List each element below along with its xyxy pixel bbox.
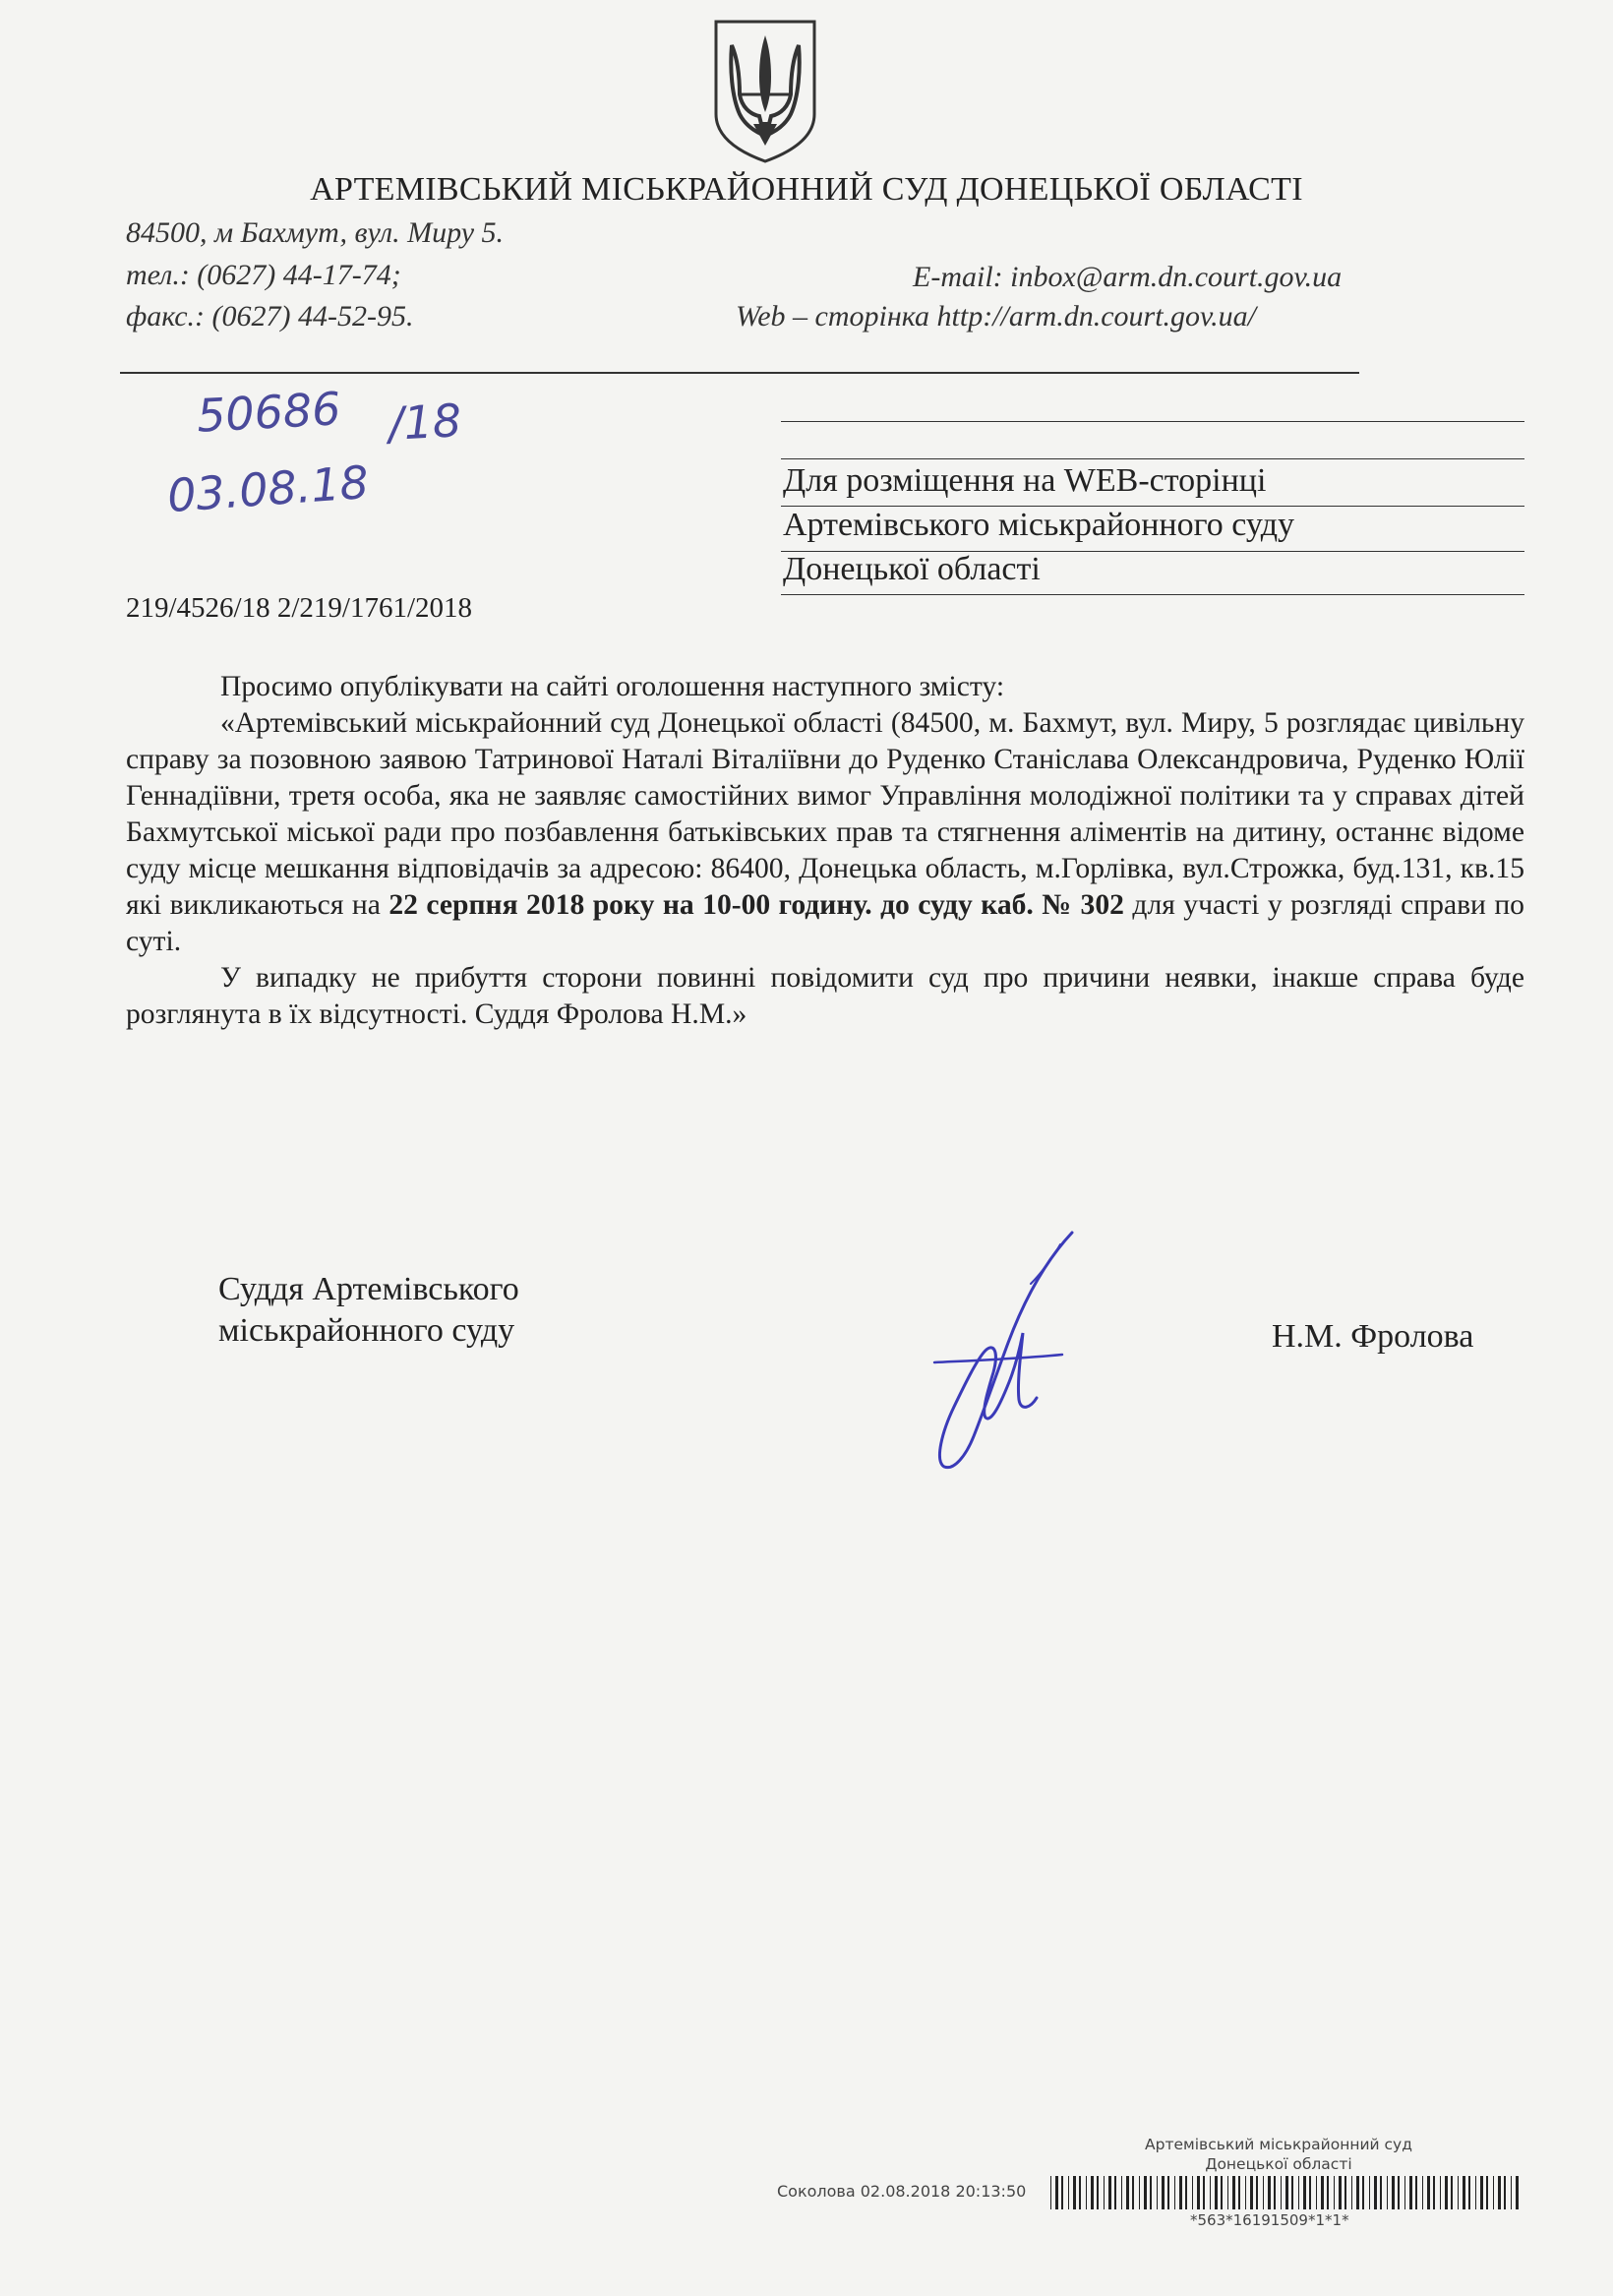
- handwritten-signature-icon: [915, 1225, 1082, 1480]
- coat-of-arms-icon: [710, 18, 820, 165]
- court-name-heading: АРТЕМІВСЬКИЙ МІСЬКРАЙОННИЙ СУД ДОНЕЦЬКОЇ ОБЛАСТІ: [310, 171, 1303, 208]
- recipient-line-2: Артемівського міськрайонного суду: [783, 507, 1295, 543]
- barcode-icon: [1050, 2176, 1523, 2209]
- letterhead-divider: [120, 372, 1359, 374]
- announcement-text: «Артемівський міськрайонний суд Донецької області (84500, м. Бахмут, вул. Миру, 5 розглядає цивільну справу за позовною заявою Татринової Наталі Віталіївни до Руденко Станіслава Олександровича, Руденко Юлії Геннадіївни, третя особа, яка не заявляє самостійних вимог Управління молодіжної політики та у справах дітей Бахмутської міської ради про позбавлення батьківських прав та стягнення аліментів на дитину, останнє відоме суду місце мешкання відповідачів за адресою: 86400, Донецька область, м.Горлівка, вул.Строжка, буд.131, кв.15 які викликаються на: [126, 707, 1524, 921]
- handwritten-reg-number: 50686: [195, 382, 342, 443]
- recipient-rule: [781, 458, 1524, 459]
- court-fax: факс.: (0627) 44-52-95.: [126, 300, 414, 332]
- court-phone: тел.: (0627) 44-17-74;: [126, 259, 401, 291]
- hearing-date-place: 22 серпня 2018 року на 10-00 годину. до суду каб. № 302: [388, 889, 1124, 921]
- registry-clerk-timestamp: Соколова 02.08.2018 20:13:50: [777, 2182, 1027, 2201]
- registry-court-line: Артемівський міськрайонний суд: [1145, 2136, 1412, 2153]
- letter-body: [126, 669, 1524, 1033]
- intro-paragraph: Просимо опублікувати на сайті оголошення наступного змісту:: [220, 671, 1005, 702]
- case-numbers: 219/4526/18 2/219/1761/2018: [126, 592, 473, 624]
- recipient-rule: [781, 421, 1524, 422]
- handwritten-reg-suffix: /18: [387, 393, 463, 451]
- signatory-name: Н.М. Фролова: [1272, 1318, 1474, 1355]
- barcode-number: *563*16191509*1*1*: [1190, 2211, 1349, 2229]
- signatory-title-line: Суддя Артемівського: [218, 1271, 519, 1307]
- court-website: Web – сторінка http://arm.dn.court.gov.ua/: [736, 300, 1256, 332]
- registry-court-line: Донецької області: [1205, 2155, 1352, 2173]
- court-address: 84500, м Бахмут, вул. Миру 5.: [126, 216, 505, 249]
- handwritten-date: 03.08.18: [165, 454, 371, 523]
- registry-stamp-court: [1082, 2135, 1475, 2174]
- recipient-line-3: Донецької області: [783, 551, 1041, 587]
- signatory-title: [218, 1269, 519, 1352]
- announcement-paragraph: [126, 705, 1524, 960]
- announcement-text-end: для участі у розгляді справи по суті.: [126, 889, 1524, 957]
- recipient-rule: [781, 594, 1524, 595]
- signatory-title-line: міськрайонного суду: [218, 1312, 515, 1349]
- closing-paragraph: У випадку не прибуття сторони повинні повідомити суд про причини неявки, інакше справа буде розглянута в їх відсутності. Суддя Фролова Н.М.»: [126, 962, 1524, 1030]
- court-email: E-mail: inbox@arm.dn.court.gov.ua: [913, 261, 1343, 293]
- recipient-line-1: Для розміщення на WEB-сторінці: [783, 462, 1267, 499]
